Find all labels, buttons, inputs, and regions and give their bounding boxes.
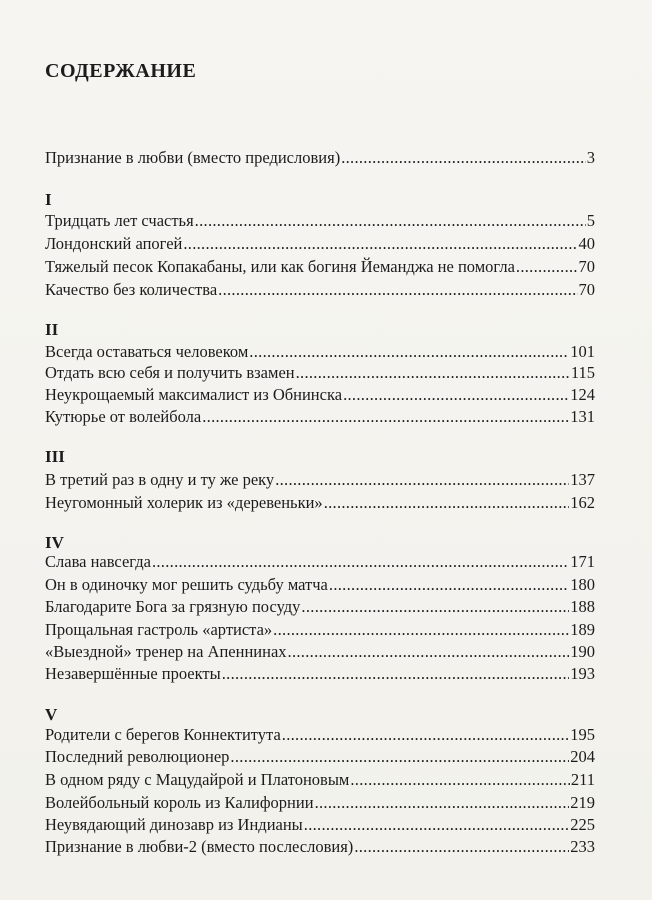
entry-page-number: 137 <box>570 470 595 489</box>
entry-page-number: 189 <box>570 620 595 639</box>
toc-entry[interactable] <box>45 596 595 618</box>
entry-label: Родители с берегов Коннектитута <box>45 725 281 744</box>
toc-entry[interactable] <box>45 384 595 406</box>
entry-label: Волейбольный король из Калифорнии <box>45 793 314 812</box>
entry-label: Отдать всю себя и получить взамен <box>45 363 295 382</box>
entry-page-number: 131 <box>570 407 595 426</box>
toc-entry[interactable] <box>45 663 595 685</box>
entry-label: Качество без количества <box>45 280 218 299</box>
leader-dots <box>329 574 569 596</box>
entry-label: В одном ряду с Мацудайрой и Платоновым <box>45 770 350 789</box>
leader-dots <box>354 836 569 858</box>
entry-label: Неугомонный холерик из «деревеньки» <box>45 493 323 512</box>
leader-dots <box>275 469 569 491</box>
leader-dots <box>202 406 569 428</box>
entry-page-number: 204 <box>570 747 595 766</box>
entry-page-number: 190 <box>570 642 595 661</box>
entry-page-number: 188 <box>570 597 595 616</box>
entry-label: Лондонский апогей <box>45 234 183 253</box>
toc-entry[interactable] <box>45 792 595 814</box>
toc-entry[interactable] <box>45 574 595 596</box>
leader-dots <box>230 746 569 768</box>
leader-dots <box>296 362 570 384</box>
toc-entry[interactable] <box>45 362 595 384</box>
leader-dots <box>304 814 569 836</box>
leader-dots <box>152 551 569 573</box>
toc-entry[interactable] <box>45 814 595 836</box>
entry-label: Тридцать лет счастья <box>45 211 194 230</box>
leader-dots <box>183 233 577 255</box>
leader-dots <box>282 724 569 746</box>
toc-entry[interactable] <box>45 341 595 363</box>
toc-entry[interactable] <box>45 836 595 858</box>
entry-label: Последний революционер <box>45 747 230 766</box>
entry-label: Тяжелый песок Копакабаны, или как богиня Йеманджа не помогла <box>45 257 515 276</box>
toc-entry[interactable] <box>45 279 595 301</box>
entry-page-number: 171 <box>570 552 595 571</box>
toc-entry[interactable] <box>45 256 595 278</box>
section-heading-1: I <box>45 190 52 209</box>
toc-entry-preface[interactable] <box>45 147 595 169</box>
entry-page-number: 225 <box>570 815 595 834</box>
entry-page-number: 211 <box>570 770 595 789</box>
entry-page-number: 40 <box>578 234 595 253</box>
toc-entry[interactable] <box>45 746 595 768</box>
toc-entry[interactable] <box>45 233 595 255</box>
entry-page-number: 180 <box>570 575 595 594</box>
leader-dots <box>249 341 569 363</box>
entry-page-number: 3 <box>586 148 595 167</box>
entry-label: Всегда оставаться человеком <box>45 342 249 361</box>
leader-dots <box>195 210 586 232</box>
toc-entry[interactable] <box>45 724 595 746</box>
leader-dots <box>341 147 586 169</box>
toc-entry[interactable] <box>45 769 595 791</box>
toc-entry[interactable] <box>45 551 595 573</box>
toc-entry[interactable] <box>45 210 595 232</box>
toc-title: СОДЕРЖАНИЕ <box>45 60 197 82</box>
entry-label: Неукрощаемый максималист из Обнинска <box>45 385 343 404</box>
entry-label: В третий раз в одну и ту же реку <box>45 470 275 489</box>
entry-page-number: 219 <box>570 793 595 812</box>
toc-entry[interactable] <box>45 619 595 641</box>
entry-page-number: 233 <box>570 837 595 856</box>
entry-page-number: 162 <box>570 493 595 512</box>
leader-dots <box>516 256 578 278</box>
entry-page-number: 70 <box>578 257 595 276</box>
leader-dots <box>218 279 577 301</box>
entry-label: Неувядающий динозавр из Индианы <box>45 815 303 834</box>
toc-entry[interactable] <box>45 641 595 663</box>
leader-dots <box>273 619 569 641</box>
leader-dots <box>343 384 569 406</box>
leader-dots <box>222 663 570 685</box>
section-heading-3: III <box>45 447 65 466</box>
entry-page-number: 5 <box>586 211 595 230</box>
entry-label: Слава навсегда <box>45 552 151 571</box>
entry-page-number: 124 <box>570 385 595 404</box>
entry-label: Благодарите Бога за грязную посуду <box>45 597 301 616</box>
leader-dots <box>288 641 570 663</box>
entry-label: Он в одиночку мог решить судьбу матча <box>45 575 328 594</box>
leader-dots <box>315 792 570 814</box>
leader-dots <box>324 492 570 514</box>
entry-label: Незавершённые проекты <box>45 664 221 683</box>
entry-label: Кутюрье от волейбола <box>45 407 202 426</box>
entry-page-number: 70 <box>578 280 595 299</box>
toc-entry[interactable] <box>45 492 595 514</box>
section-heading-2: II <box>45 320 59 339</box>
leader-dots <box>301 596 569 618</box>
entry-page-number: 195 <box>570 725 595 744</box>
entry-page-number: 115 <box>570 363 595 382</box>
toc-entry[interactable] <box>45 406 595 428</box>
section-heading-4: IV <box>45 533 64 552</box>
entry-label: Прощальная гастроль «артиста» <box>45 620 273 639</box>
entry-page-number: 193 <box>570 664 595 683</box>
entry-label: Признание в любви-2 (вместо послесловия) <box>45 837 354 856</box>
toc-entry[interactable] <box>45 469 595 491</box>
entry-page-number: 101 <box>570 342 595 361</box>
leader-dots <box>350 769 569 791</box>
section-heading-5: V <box>45 705 58 724</box>
entry-label: «Выездной» тренер на Апеннинах <box>45 642 287 661</box>
entry-label: Признание в любви (вместо предисловия) <box>45 148 341 167</box>
